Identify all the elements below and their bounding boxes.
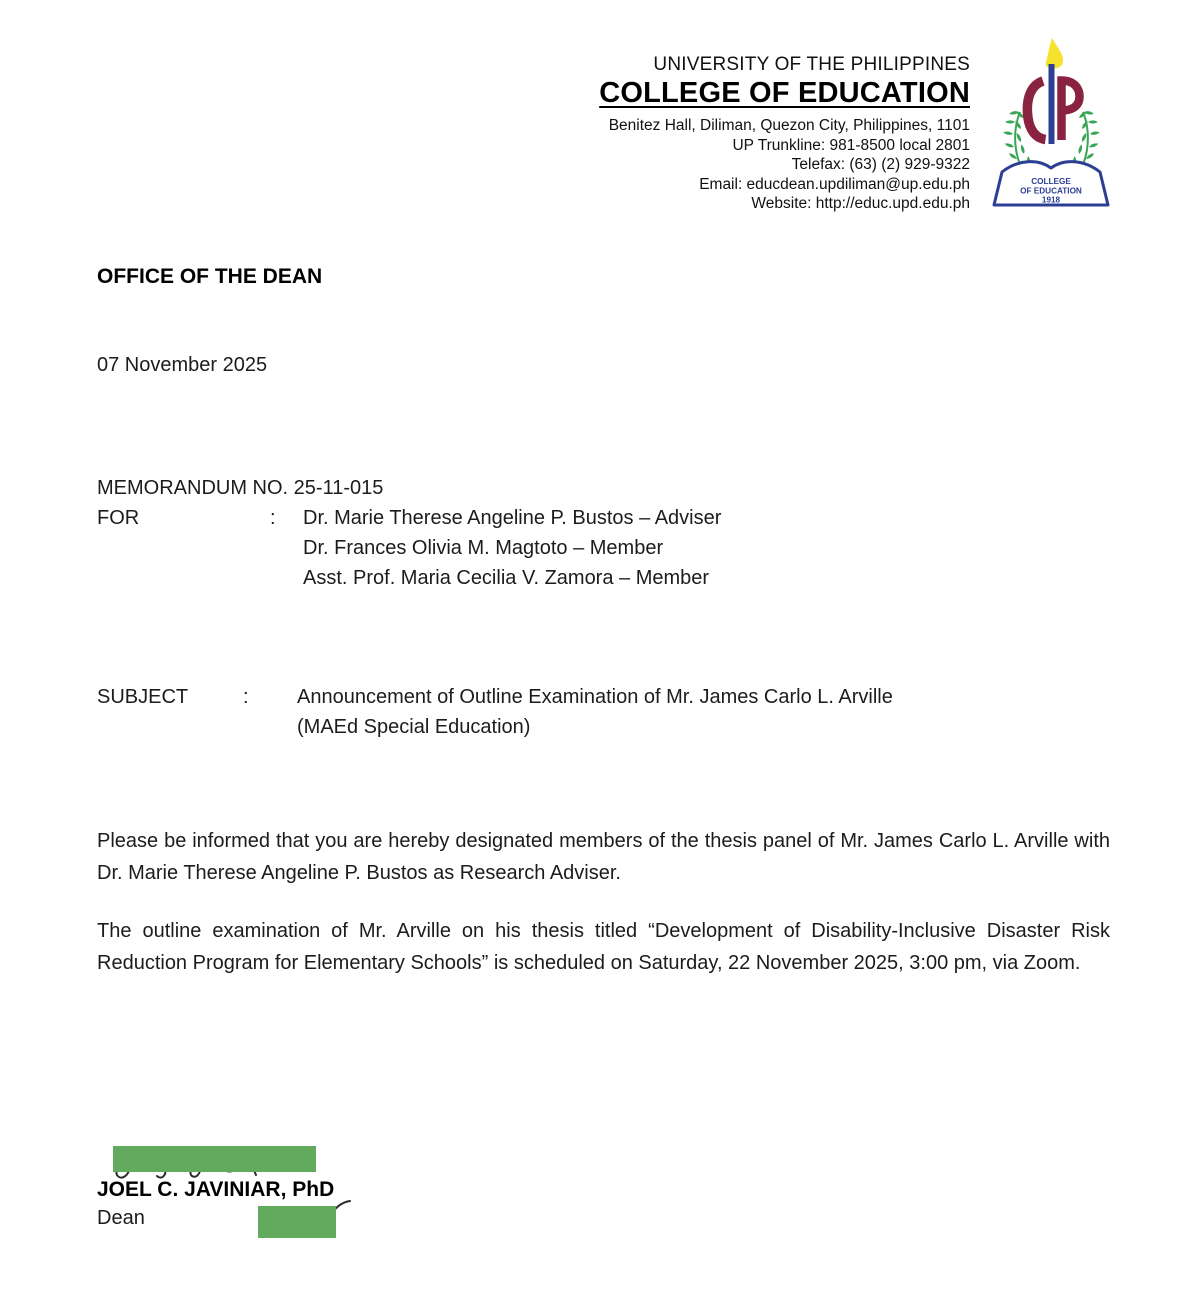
- subject-value: [297, 682, 1117, 742]
- candle-icon: [1049, 64, 1055, 144]
- body-paragraph-1: Please be informed that you are hereby designated members of the thesis panel of Mr. James Carlo L. Arville with Dr. Marie Therese Angeline P. Bustos as Research Adviser.: [97, 830, 1110, 884]
- signature-redaction-box: [113, 1146, 316, 1172]
- recipient-list: [303, 503, 1117, 593]
- recipient-adviser: Dr. Marie Therese Angeline P. Bustos – Adviser: [303, 507, 722, 529]
- date-line: 07 November 2025: [97, 354, 268, 376]
- address-line: Benitez Hall, Diliman, Quezon City, Philippines, 1101: [608, 117, 970, 134]
- trunkline-line: UP Trunkline: 981-8500 local 2801: [732, 136, 970, 154]
- recipient-member-2: Asst. Prof. Maria Cecilia V. Zamora – Member: [303, 567, 710, 589]
- body-paragraph-2: The outline examination of Mr. Arville on his thesis titled “Development of Disability-Inclusive Disaster Risk Reduction Program for Elementary Schools” is scheduled on Saturday, 22 November 2025, 3:00 pm, via Zoom.: [97, 920, 1110, 974]
- subject-row: [97, 682, 1117, 742]
- book-text-line1: COLLEGE: [1031, 177, 1071, 186]
- book-text-line3: 1918: [1041, 195, 1061, 205]
- flame-icon: [1046, 38, 1063, 69]
- signatory-title: Dean: [97, 1207, 145, 1229]
- subject-line-1: Announcement of Outline Examination of Mr. James Carlo L. Arville: [297, 686, 893, 708]
- recipient-member-1: Dr. Frances Olivia M. Magtoto – Member: [303, 537, 664, 559]
- office-title: OFFICE OF THE DEAN: [97, 265, 323, 288]
- for-row: [97, 503, 1117, 593]
- book-text-line2: OF EDUCATION: [1020, 186, 1082, 196]
- email-line: Email: educdean.updiliman@up.edu.ph: [699, 175, 970, 193]
- for-label: FOR: [97, 507, 140, 529]
- letterhead: [350, 54, 970, 214]
- college-name: COLLEGE OF EDUCATION: [599, 77, 970, 109]
- subject-colon: :: [243, 686, 249, 708]
- memo-number: MEMORANDUM NO. 25-11-015: [97, 477, 384, 499]
- website-line: Website: http://educ.upd.edu.ph: [751, 195, 970, 212]
- university-name: UNIVERSITY OF THE PHILIPPINES: [653, 54, 970, 75]
- college-seal-logo: [988, 36, 1128, 228]
- subject-label: SUBJECT: [97, 686, 189, 708]
- signatory-name: JOEL C. JAVINIAR, PhD: [97, 1178, 335, 1201]
- memo-header-block: [97, 473, 1117, 593]
- subject-line-2: (MAEd Special Education): [297, 716, 531, 738]
- telefax-line: Telefax: (63) (2) 929-9322: [791, 156, 970, 173]
- for-colon: :: [270, 507, 276, 529]
- initials-redaction-box: [258, 1206, 336, 1238]
